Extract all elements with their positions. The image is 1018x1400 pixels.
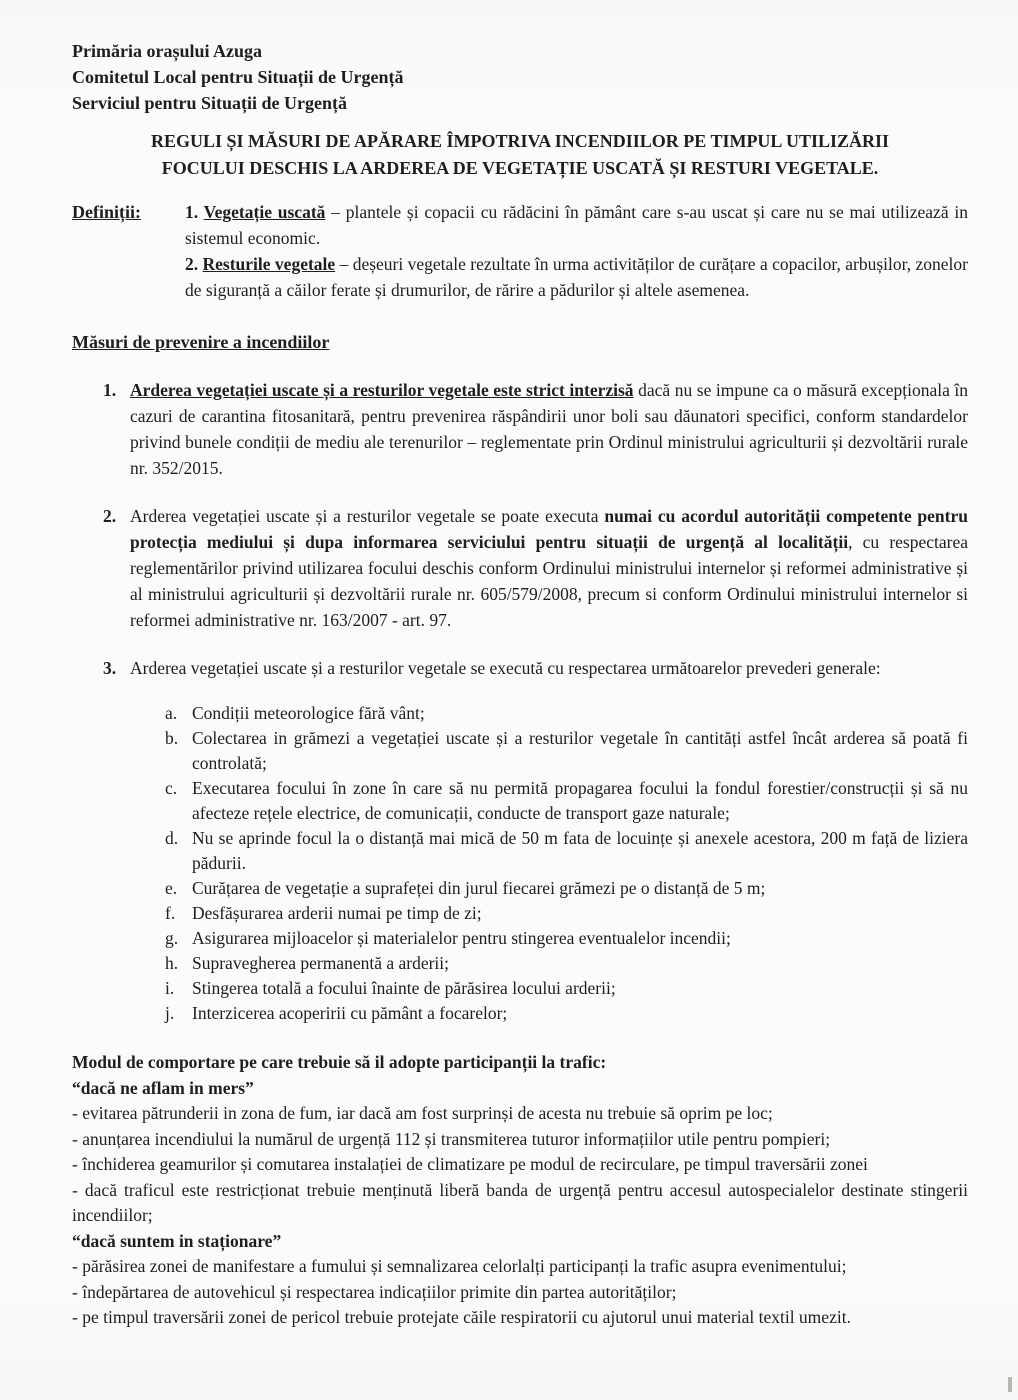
sub-item-j bbox=[72, 1001, 968, 1026]
sub-item-text: Executarea focului în zone în care să nu permită propagarea focului la fondul forestier/construcții și să nu afecteze rețele electrice, de comunicații, conducte de transport gaze naturale; bbox=[192, 778, 968, 823]
sub-item-e bbox=[72, 876, 968, 901]
sub-item-text: Interzicerea acoperirii cu pământ a focarelor; bbox=[192, 1003, 508, 1023]
definitions-section bbox=[72, 199, 968, 303]
definition-number: 2. bbox=[185, 254, 203, 274]
sub-item-letter: b. bbox=[165, 728, 179, 748]
traffic-line: - îndepărtarea de autovehicul și respectarea indicațiilor primite din partea autorităților; bbox=[72, 1281, 677, 1302]
sub-item-b bbox=[72, 726, 968, 776]
sub-item-f bbox=[72, 901, 968, 926]
sub-item-letter: j. bbox=[165, 1003, 175, 1023]
item-text: Arderea vegetației uscate și a resturilor vegetale se execută cu respectarea următoarelor prevederi generale: bbox=[130, 658, 881, 678]
sub-item-letter: f. bbox=[165, 903, 176, 923]
sub-item-letter: d. bbox=[165, 828, 179, 848]
sub-item-text: Condiții meteorologice fără vânt; bbox=[192, 703, 425, 723]
sub-item-letter: a. bbox=[165, 703, 178, 723]
traffic-subheading-moving: “dacă ne aflam in mers” bbox=[72, 1077, 254, 1098]
traffic-line: - anunțarea incendiului la numărul de urgență 112 și transmiterea tuturor informațiilor utile pentru pompieri; bbox=[72, 1128, 831, 1149]
item-number: 3. bbox=[103, 658, 117, 678]
prevention-item-2 bbox=[72, 503, 968, 633]
sub-item-letter: g. bbox=[165, 928, 179, 948]
sub-item-text: Stingerea totală a focului înainte de părăsirea locului arderii; bbox=[192, 978, 616, 998]
definitions-content bbox=[185, 199, 968, 303]
traffic-line: - părăsirea zonei de manifestare a fumului și semnalizarea celorlalți participanți la trafic asupra evenimentului; bbox=[72, 1256, 847, 1276]
item-lead-underlined: Arderea vegetației uscate și a resturilor vegetale este strict interzisă bbox=[130, 380, 634, 400]
definition-term: Vegetație uscată bbox=[203, 202, 326, 222]
sub-item-h bbox=[72, 951, 968, 976]
sub-item-letter: h. bbox=[165, 953, 179, 973]
sub-item-text: Asigurarea mijloacelor și materialelor pentru stingerea eventualelor incendii; bbox=[192, 928, 731, 948]
traffic-subheading-stationary: “dacă suntem in staționare” bbox=[72, 1230, 282, 1251]
sub-item-letter: i. bbox=[165, 978, 175, 998]
document-title bbox=[72, 128, 968, 182]
prevention-heading: Măsuri de prevenire a incendiilor bbox=[72, 332, 330, 352]
document-title-line-2: FOCULUI DESCHIS LA ARDEREA DE VEGETAȚIE USCATĂ ȘI RESTURI VEGETALE. bbox=[161, 158, 879, 178]
definition-number: 1. bbox=[185, 202, 204, 222]
prevention-sub-list bbox=[72, 701, 968, 1026]
letterhead bbox=[72, 38, 968, 116]
item-pre: Arderea vegetației uscate și a resturilor vegetale se poate executa bbox=[130, 506, 605, 526]
definition-text: – deșeuri vegetale rezultate în urma activităților de curățare a copacilor, arbușilor, zonelor de siguranță a căilor ferate și drumurilor, de rărire a pădurilor și altele asemenea. bbox=[185, 254, 968, 300]
traffic-line: - pe timpul traversării zonei de pericol trebuie protejate căile respiratorii cu ajutorul unui material textil umezit. bbox=[72, 1307, 851, 1327]
traffic-line: - dacă traficul este restricționat trebuie menținută liberă banda de urgență pentru accesul autospecialelor destinate stingerii incendiilor; bbox=[72, 1179, 968, 1225]
definition-term: Resturile vegetale bbox=[202, 254, 336, 274]
prevention-item-1 bbox=[72, 377, 968, 481]
sub-item-letter: e. bbox=[165, 878, 178, 898]
letterhead-line-institution: Primăria orașului Azuga bbox=[72, 41, 262, 61]
sub-item-i bbox=[72, 976, 968, 1001]
prevention-item-3 bbox=[72, 655, 968, 681]
item-number: 2. bbox=[103, 506, 117, 526]
item-rest: , cu respectarea reglementărilor privind utilizarea focului deschis conform Ordinului ministrului internelor și reformei administrative și al ministrului agriculturii și dezvoltării rurale nr. 605/579/2008, precum si conform Ordinului ministrului internelor si reformei administrative nr. 163/2007 - art. 97. bbox=[130, 532, 969, 630]
sub-item-text: Curățarea de vegetație a suprafeței din jurul fiecarei grămezi pe o distanță de 5 m; bbox=[192, 878, 766, 898]
item-bold: numai cu acordul autorității competente pentru protecția mediului și dupa informarea serviciului pentru situații de urgență al localității bbox=[130, 506, 968, 552]
sub-item-d bbox=[72, 826, 968, 876]
sub-item-text: Nu se aprinde focul la o distanță mai mică de 50 m fata de locuințe și anexele acestora, 200 m față de liziera pădurii. bbox=[192, 828, 968, 873]
sub-item-letter: c. bbox=[165, 778, 178, 798]
definition-item bbox=[185, 199, 968, 251]
sub-item-text: Colectarea in grămezi a vegetației uscate și a resturilor vegetale în cantități astfel încât arderea să poată fi controlată; bbox=[192, 728, 968, 773]
letterhead-line-committee: Comitetul Local pentru Situații de Urgență bbox=[72, 67, 404, 87]
definition-item bbox=[185, 251, 968, 303]
definitions-label: Definiții: bbox=[72, 202, 141, 222]
scan-artifact bbox=[1008, 1377, 1012, 1392]
item-number: 1. bbox=[103, 380, 117, 400]
sub-item-text: Supravegherea permanentă a arderii; bbox=[192, 953, 450, 973]
item-text bbox=[130, 377, 968, 481]
item-text bbox=[130, 503, 968, 633]
sub-item-text: Desfășurarea arderii numai pe timp de zi; bbox=[192, 903, 482, 923]
document-title-line-1: REGULI ȘI MĂSURI DE APĂRARE ÎMPOTRIVA INCENDIILOR PE TIMPUL UTILIZĂRII bbox=[151, 131, 889, 151]
traffic-heading: Modul de comportare pe care trebuie să il adopte participanții la trafic: bbox=[72, 1052, 607, 1072]
traffic-section bbox=[72, 1050, 968, 1331]
sub-item-a bbox=[72, 701, 968, 726]
sub-item-c bbox=[72, 776, 968, 826]
sub-item-g bbox=[72, 926, 968, 951]
traffic-line: - evitarea pătrunderii in zona de fum, iar dacă am fost surprinși de acesta nu trebuie să oprim pe loc; bbox=[72, 1103, 773, 1123]
letterhead-line-service: Serviciul pentru Situații de Urgență bbox=[72, 93, 347, 113]
definition-text: – plantele și copacii cu rădăcini în pământ care s-au uscat și care nu se mai utilizează in sistemul economic. bbox=[185, 202, 968, 248]
item-rest: dacă nu se impune ca o măsură excepționala în cazuri de carantina fitosanitară, pentru prevenirea răspândirii unor boli sau dăunatori specifici, conform standardelor privind bunele condiții de mediu ale terenurilor – reglementate prin Ordinul ministrului agriculturii și dezvoltării rurale nr. 352/2015. bbox=[130, 380, 968, 478]
traffic-line: - închiderea geamurilor și comutarea instalației de climatizare pe modul de recirculare, pe timpul traversării zonei bbox=[72, 1154, 868, 1174]
